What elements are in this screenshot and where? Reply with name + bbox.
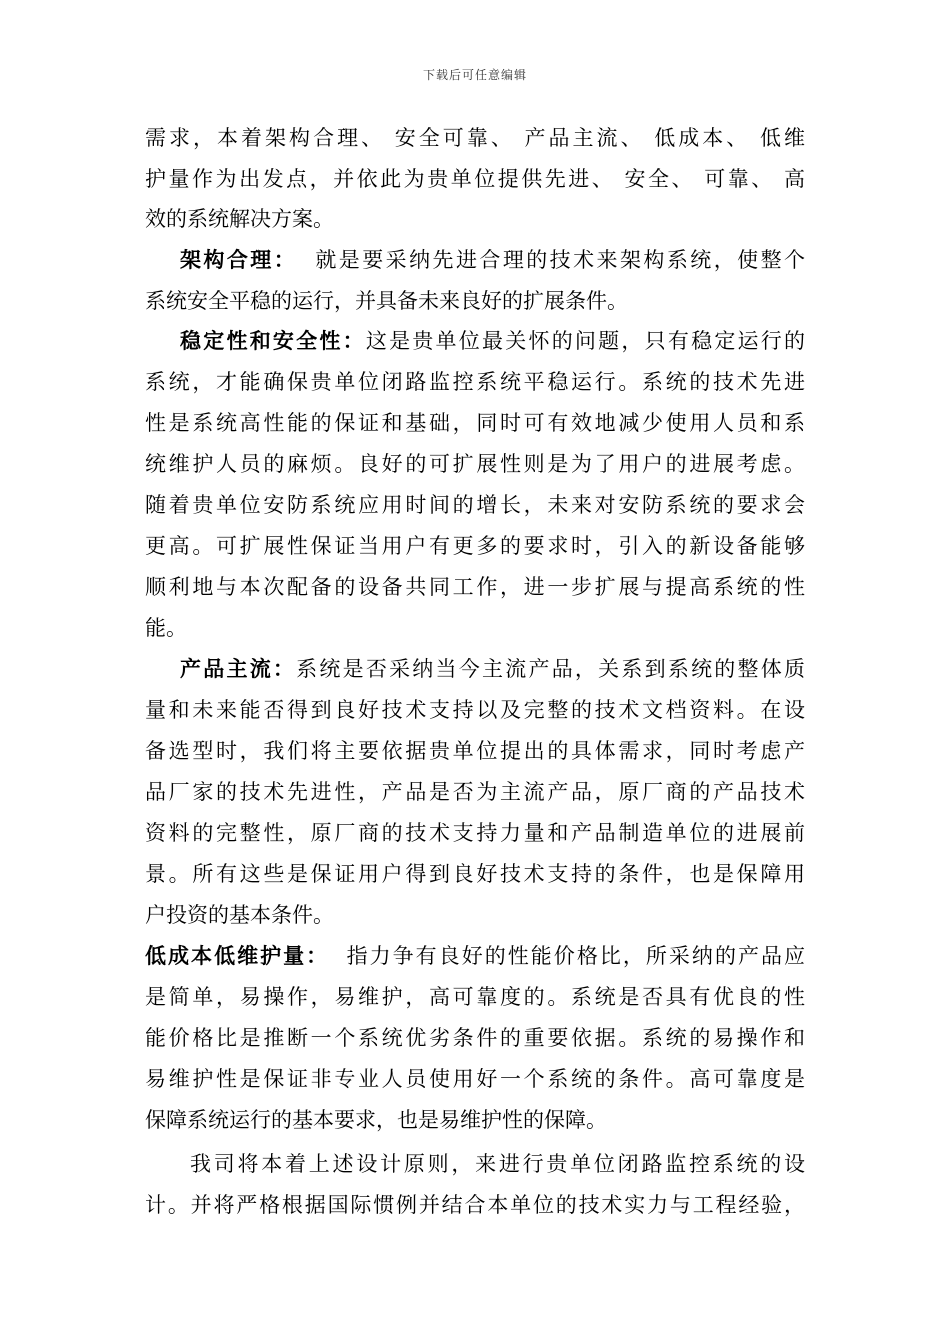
paragraph-first-line xyxy=(145,942,805,970)
page-header: 下载后可任意编辑 xyxy=(422,68,527,82)
paragraph-first-line xyxy=(180,655,805,683)
paragraph-line: 资料的完整性，原厂商的技术支持力量和产品制造单位的进展前 xyxy=(145,821,805,845)
paragraph-line: 是简单，易操作，易维护，高可靠度的。系统是否具有优良的性 xyxy=(145,985,805,1009)
paragraph-first-line: 我司将本着上述设计原则，来进行贵单位闭路监控系统的设 xyxy=(190,1152,805,1176)
paragraph-line: 能。 xyxy=(145,616,187,640)
paragraph-line: 更高。可扩展性保证当用户有更多的要求时，引入的新设备能够 xyxy=(145,534,805,558)
paragraph-line: 计。并将严格根据国际惯例并结合本单位的技术实力与工程经验， xyxy=(145,1193,805,1217)
section-heading: 低成本低维护量： xyxy=(145,943,330,968)
paragraph-line: 顺利地与本次配备的设备共同工作，进一步扩展与提高系统的性 xyxy=(145,575,805,599)
paragraph-first-line xyxy=(180,246,805,274)
section-heading: 产品主流： xyxy=(180,656,297,681)
paragraph-first-line xyxy=(180,327,805,355)
paragraph-text: 这是贵单位最关怀的问题，只有稳定运行的 xyxy=(365,329,806,353)
paragraph-line: 户投资的基本条件。 xyxy=(145,903,334,927)
paragraph-line: 备选型时，我们将主要依据贵单位提出的具体需求，同时考虑产 xyxy=(145,739,805,763)
paragraph-line: 品厂家的技术先进性，产品是否为主流产品，原厂商的产品技术 xyxy=(145,780,805,804)
paragraph-line: 量和未来能否得到良好技术支持以及完整的技术文档资料。在设 xyxy=(145,698,805,722)
paragraph-line: 系统，才能确保贵单位闭路监控系统平稳运行。系统的技术先进 xyxy=(145,370,805,394)
paragraph-line: 性是系统高性能的保证和基础，同时可有效地减少使用人员和系 xyxy=(145,411,805,435)
paragraph-line: 统维护人员的麻烦。良好的可扩展性则是为了用户的进展考虑。 xyxy=(145,452,805,476)
paragraph-line: 效的系统解决方案。 xyxy=(145,207,334,231)
section-heading: 架构合理： xyxy=(180,247,298,272)
paragraph-text: 系统是否采纳当今主流产品，关系到系统的整体质 xyxy=(296,657,806,681)
paragraph-line: 系统安全平稳的运行，并具备未来良好的扩展条件。 xyxy=(145,289,628,313)
paragraph-line: 随着贵单位安防系统应用时间的增长，未来对安防系统的要求会 xyxy=(145,493,805,517)
paragraph-line: 需求，本着架构合理、 安全可靠、 产品主流、 低成本、 低维 xyxy=(145,126,805,150)
paragraph-line: 易维护性是保证非专业人员使用好一个系统的条件。高可靠度是 xyxy=(145,1067,805,1091)
section-heading: 稳定性和安全性： xyxy=(180,328,366,353)
paragraph-line: 能价格比是推断一个系统优劣条件的重要依据。系统的易操作和 xyxy=(145,1026,805,1050)
paragraph-line: 景。所有这些是保证用户得到良好技术支持的条件，也是保障用 xyxy=(145,862,805,886)
paragraph-line: 护量作为出发点，并依此为贵单位提供先进、 安全、 可靠、 高 xyxy=(145,167,805,191)
paragraph-text: 指力争有良好的性能价格比，所采纳的产品应 xyxy=(346,944,806,968)
paragraph-line: 保障系统运行的基本要求，也是易维护性的保障。 xyxy=(145,1108,607,1132)
paragraph-text: 就是要采纳先进合理的技术来架构系统，使整个 xyxy=(315,248,805,272)
